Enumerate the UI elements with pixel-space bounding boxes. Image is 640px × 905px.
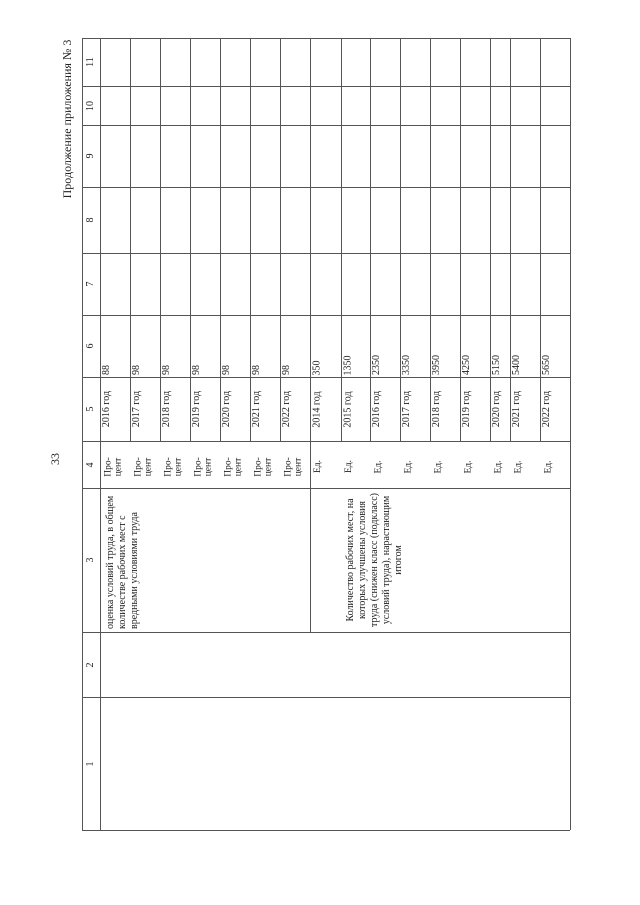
year-cell: 2016 год xyxy=(371,390,382,428)
table-gridline xyxy=(82,830,570,831)
appendix-caption: Продолжение приложения № 3 xyxy=(60,39,74,199)
column-number: 9 xyxy=(85,153,96,159)
table-gridline xyxy=(82,441,570,442)
value-cell: 1350 xyxy=(342,355,353,375)
block1-description: оценка условий труда, в общем количестве рабочих мест с вредными условиями труда xyxy=(105,495,140,629)
table-gridline xyxy=(82,632,570,633)
unit-cell: Ед. xyxy=(344,460,354,474)
year-cell: 2020 год xyxy=(221,390,232,428)
column-number: 11 xyxy=(85,57,96,67)
value-cell: 98 xyxy=(131,365,142,375)
year-cell: 2017 год xyxy=(401,390,412,428)
unit-cell: Про- цент xyxy=(223,456,243,477)
table-gridline xyxy=(82,38,570,39)
value-cell: 98 xyxy=(281,365,292,375)
value-cell: 98 xyxy=(221,365,232,375)
column-number: 2 xyxy=(85,662,96,667)
table-gridline xyxy=(82,187,570,188)
unit-cell: Ед. xyxy=(373,460,383,474)
unit-cell: Ед. xyxy=(433,460,443,474)
table-gridline xyxy=(82,86,570,87)
year-cell: 2021 год xyxy=(511,390,522,428)
table-gridline xyxy=(82,125,570,126)
value-cell: 5400 xyxy=(511,355,522,375)
table-gridline xyxy=(82,315,570,316)
table-gridline xyxy=(82,697,570,698)
column-number: 7 xyxy=(85,281,96,287)
year-cell: 2015 год xyxy=(342,390,353,428)
value-cell: 98 xyxy=(251,365,262,375)
unit-cell: Про- цент xyxy=(133,456,153,477)
unit-cell: Про- цент xyxy=(193,456,213,477)
value-cell: 5650 xyxy=(541,355,552,375)
unit-cell: Ед. xyxy=(493,460,503,474)
unit-cell: Про- цент xyxy=(283,456,303,477)
value-cell: 2350 xyxy=(371,355,382,375)
unit-cell: Ед. xyxy=(513,460,523,474)
unit-cell: Ед. xyxy=(543,460,553,474)
year-cell: 2018 год xyxy=(431,390,442,428)
year-cell: 2017 год xyxy=(131,390,142,428)
column-number: 5 xyxy=(85,406,96,412)
table-gridline xyxy=(82,253,570,254)
column-number: 1 xyxy=(85,761,96,766)
column-number: 8 xyxy=(85,217,96,223)
unit-cell: Ед. xyxy=(463,460,473,474)
value-cell: 3350 xyxy=(401,355,412,375)
value-cell: 98 xyxy=(161,365,172,375)
year-cell: 2019 год xyxy=(461,390,472,428)
table-gridline xyxy=(82,38,83,830)
year-cell: 2019 год xyxy=(191,390,202,428)
unit-cell: Про- цент xyxy=(253,456,273,477)
column-number: 3 xyxy=(85,557,96,563)
year-cell: 2014 год xyxy=(311,390,322,428)
column-number: 4 xyxy=(85,462,96,467)
value-cell: 4250 xyxy=(461,355,472,375)
year-cell: 2021 год xyxy=(251,390,262,428)
table-gridline xyxy=(570,38,571,830)
value-cell: 5150 xyxy=(491,355,502,375)
value-cell: 350 xyxy=(311,360,322,375)
year-cell: 2022 год xyxy=(281,390,292,428)
year-cell: 2020 год xyxy=(491,390,502,428)
table-gridline xyxy=(82,377,570,378)
year-cell: 2016 год xyxy=(101,390,112,428)
value-cell: 88 xyxy=(101,365,112,375)
column-number: 6 xyxy=(85,343,96,349)
unit-cell: Ед. xyxy=(313,460,323,474)
block2-description: Количество рабочих мест, на которых улучшены условия труда (снижен класс (подкласс) условий труда), нарастающим итогом xyxy=(345,493,404,627)
unit-cell: Ед. xyxy=(403,460,413,474)
unit-cell: Про- цент xyxy=(163,456,183,477)
value-cell: 3950 xyxy=(431,355,442,375)
page-number: 33 xyxy=(48,453,62,465)
value-cell: 98 xyxy=(191,365,202,375)
year-cell: 2018 год xyxy=(161,390,172,428)
column-number: 10 xyxy=(85,100,96,111)
year-cell: 2022 год xyxy=(541,390,552,428)
unit-cell: Про- цент xyxy=(103,456,123,477)
